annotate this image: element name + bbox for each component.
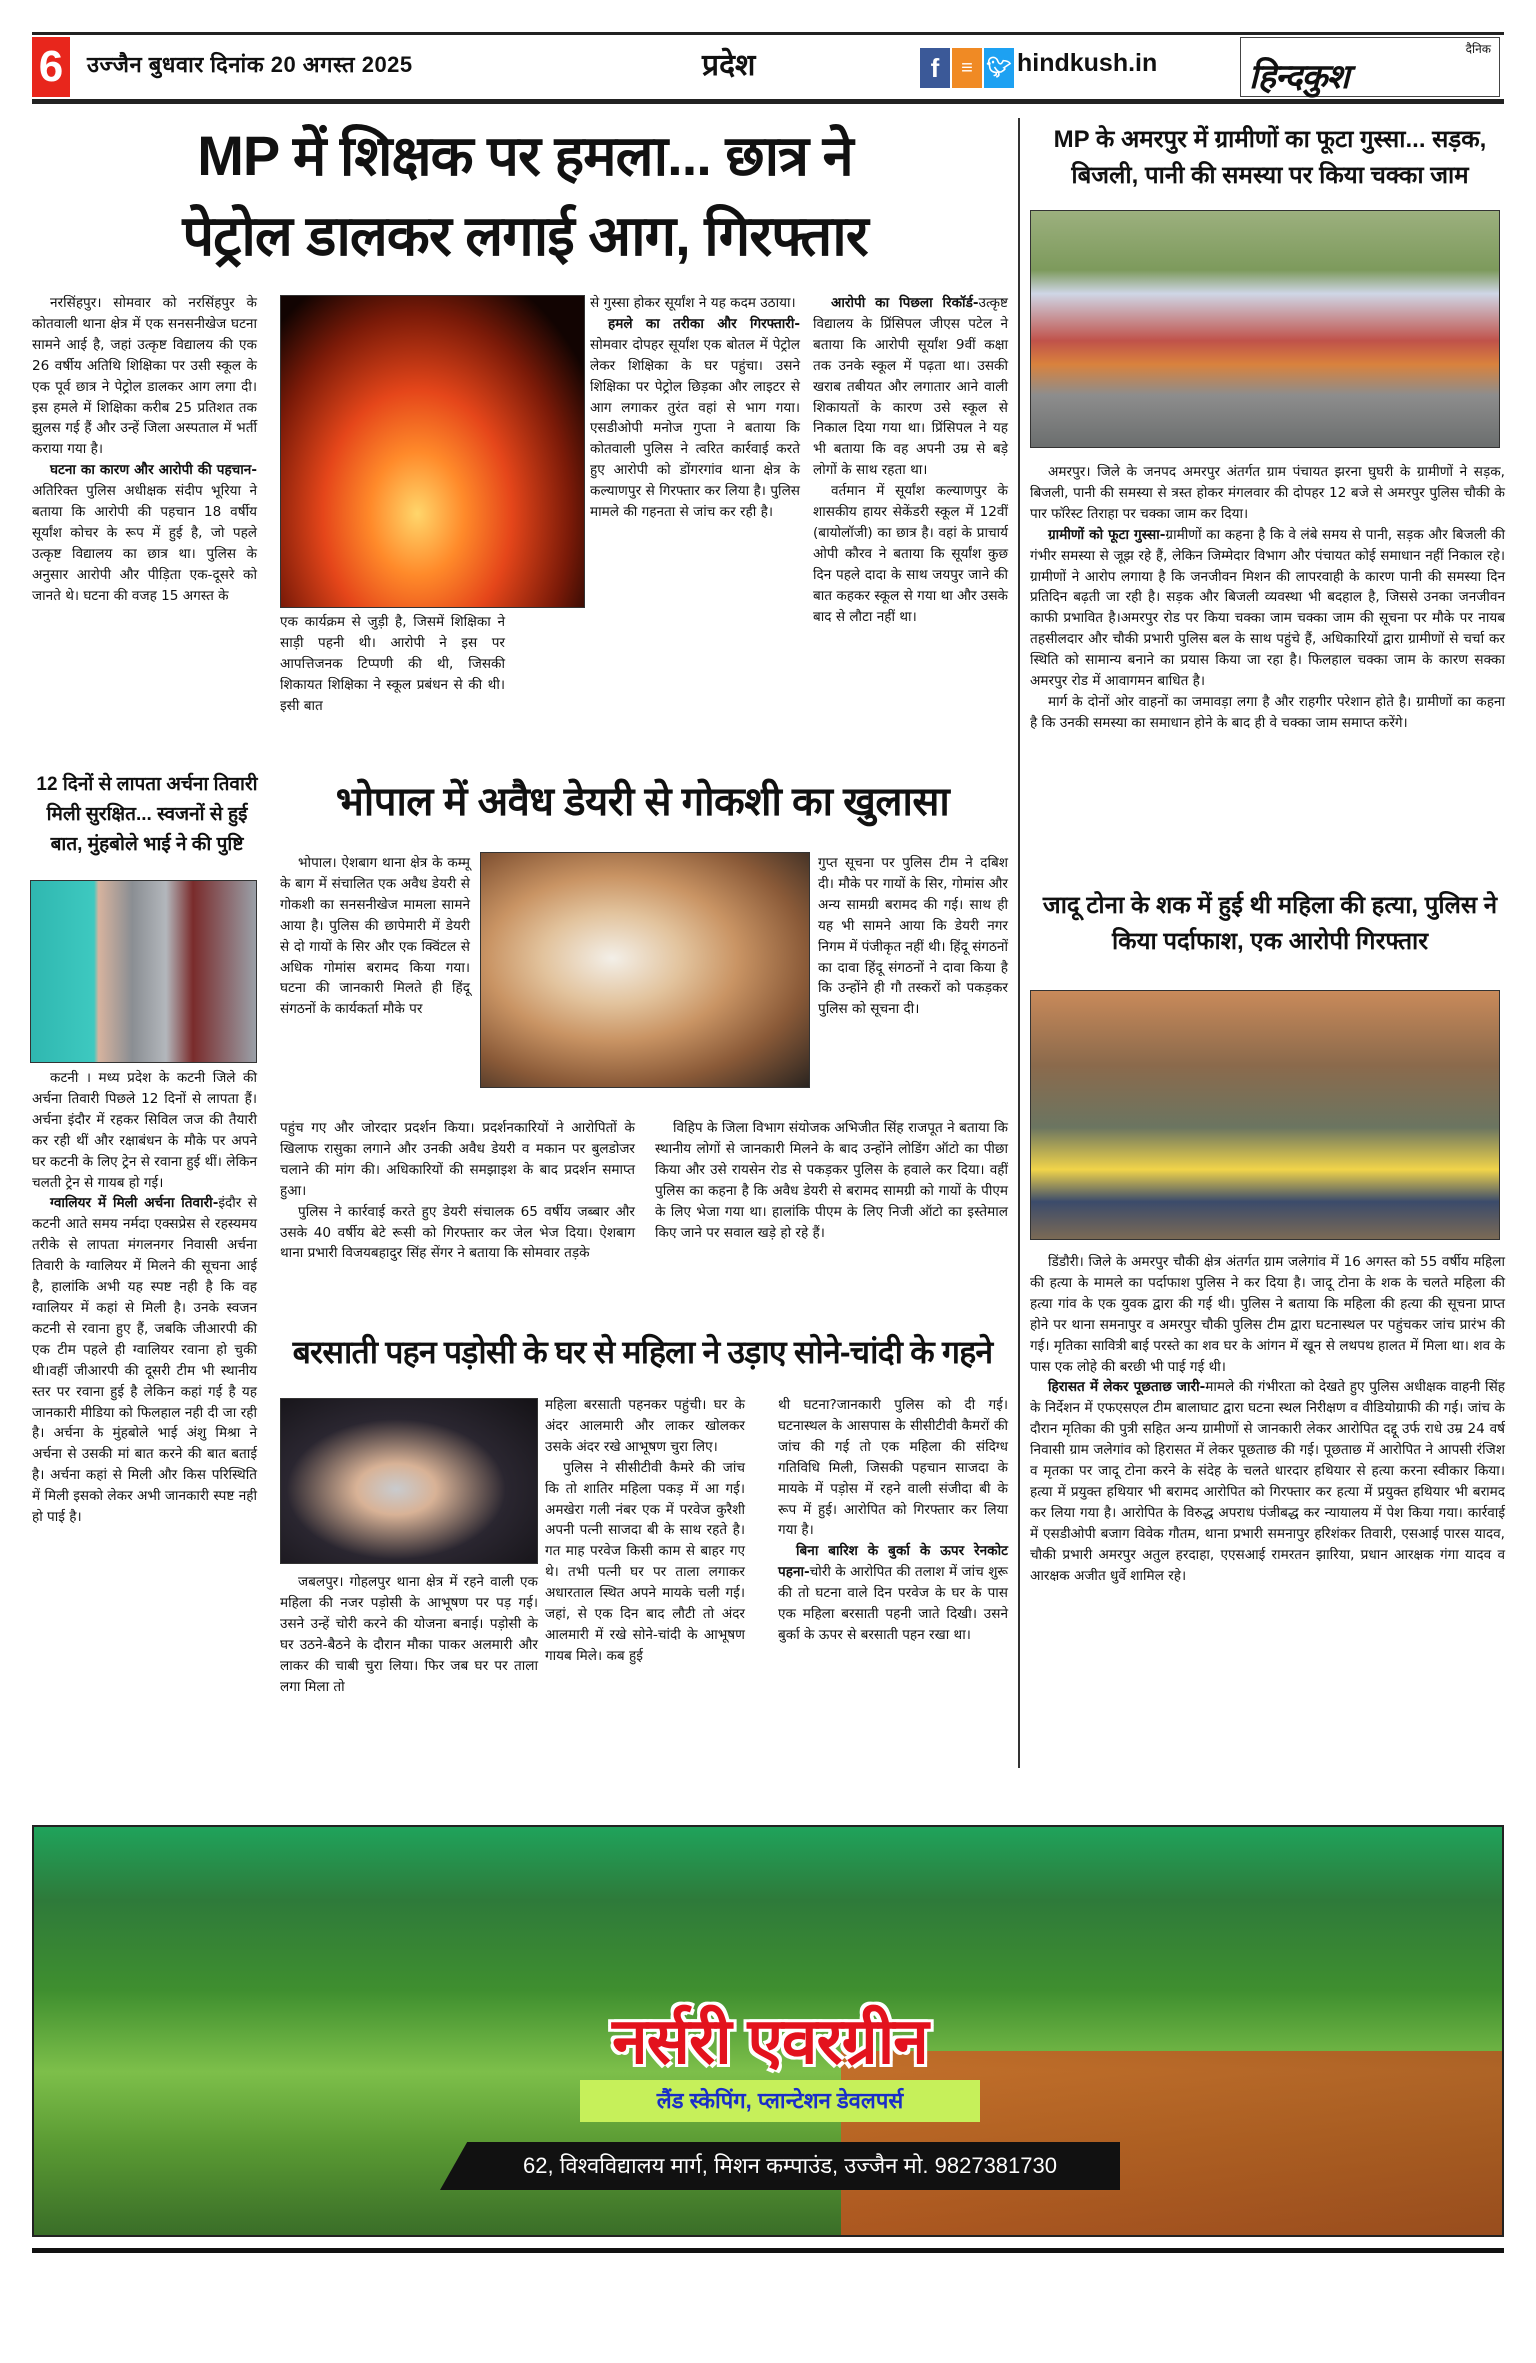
teacher-subhead-3: आरोपी का पिछला रिकॉर्ड- bbox=[831, 295, 979, 311]
archana-para-2: इंदौर से कटनी आते समय नर्मदा एक्सप्रेस से रहस्यमय तरीके से लापता मंगलनगर निवासी अर्चना तिवारी के ग्वालियर में मिलने की सूचना आई है, हालांकि अभी यह स्पष्ट नही है कि वह ग्वालियर में कहां से मिली है। उनके स्वजन कटनी से रवाना हुए हैं, जबकि जीआरपी की एक टीम पहले ही ग्वालियर रवाना हो चुकी थी।वहीं जीआरपी की दूसरी टीम भी स्थानीय स्तर पर रवाना हुई है लेकिन कहां गई है यह जानकारी मीडिया को फिलहाल नही दी जा रही है। अर्चना के मुंहबोले भाई अंशु मिश्रा ने अर्चना से उसकी मां बात करने की बात बताई है। अर्चना कहां से मिली और किस परिस्थिति में मिली इसको लेकर अभी जानकारी स्पष्ट नही हो पाई है। bbox=[32, 1195, 257, 1526]
headline-bhopal: भोपाल में अवैध डेयरी से गोकशी का खुलासा bbox=[335, 780, 950, 824]
cow-photo bbox=[480, 852, 810, 1088]
headline-amarpur: MP के अमरपुर में ग्रामीणों का फूटा गुस्सा... सड़क, बिजली, पानी की समस्या पर किया चक्का जाम bbox=[1053, 126, 1487, 189]
headline-dindori: जादू टोना के शक में हुई थी महिला की हत्या, पुलिस ने किया पर्दाफाश, एक आरोपी गिरफ्तार bbox=[1042, 892, 1498, 955]
teacher-column-1 bbox=[32, 293, 257, 607]
amarpur-para-1: अमरपुर। जिले के जनपद अमरपुर अंतर्गत ग्राम पंचायत झरना घुघरी के ग्रामीणों ने सड़क, बिजली, पानी की समस्या से त्रस्त होकर मंगलवार की दोपहर 12 बजे से अमरपुर पुलिस चौकी के पार फॉरेस्ट तिराहा पर चक्का जाम कर दिया। bbox=[1030, 464, 1505, 522]
dateline: उज्जैन बुधवार दिनांक 20 अगस्त 2025 bbox=[87, 52, 413, 77]
logo-name: हिन्दकुश bbox=[1249, 57, 1349, 97]
archana-para-1: कटनी । मध्य प्रदेश के कटनी जिले की अर्चना तिवारी पिछले 12 दिनों से लापता हैं। अर्चना इंदौर में रहकर सिविल जज की तैयारी कर रही थीं और रक्षाबंधन के मौके पर अपने घर कटनी के लिए ट्रेन से रवाना हुई थीं। लेकिन चलती ट्रेन से गायब हो गई। bbox=[32, 1070, 257, 1191]
amarpur-body bbox=[1030, 462, 1505, 734]
dindori-subhead: हिरासत में लेकर पूछताछ जारी- bbox=[1048, 1379, 1206, 1396]
archana-train-photo bbox=[30, 880, 257, 1063]
bhopal-para-1: भोपाल। ऐशबाग थाना क्षेत्र के कम्मू के बाग में संचालित एक अवैध डेयरी से गोकशी का सनसनीखेज मामला सामने आया है। पुलिस की छापेमारी में डेयरी से दो गायों के सिर और एक क्विंटल से अधिक गोमांस बरामद किया गया। घटना की जानकारी मिलते ही हिंदू संगठनों के कार्यकर्ता मौके पर bbox=[280, 855, 470, 1018]
rss-icon[interactable]: ≡ bbox=[952, 48, 982, 88]
teacher-subhead-1: घटना का कारण और आरोपी की पहचान- bbox=[50, 462, 257, 479]
jabalpur-subhead: बिना बारिश के बुर्का के ऊपर रेनकोट पहना- bbox=[778, 1543, 1008, 1581]
handcuffs-photo bbox=[280, 1398, 538, 1564]
teacher-under-photo bbox=[280, 612, 505, 717]
section-name: प्रदेश bbox=[702, 49, 756, 82]
teacher-para-1: नरसिंहपुर। सोमवार को नरसिंहपुर के कोतवाली थाना क्षेत्र में एक सनसनीखेज घटना सामने आई है, जहां उत्कृष्ट विद्यालय की एक 26 वर्षीय अतिथि शिक्षिका पर उसी स्कूल के एक पूर्व छात्र ने पेट्रोल डालकर आग लगा दी। इस हमले में शिक्षिका करीब 25 प्रतिशत तक झुलस गई हैं और उन्हें जिला अस्पताल में भर्ती कराया गया है। bbox=[32, 295, 257, 458]
teacher-subhead-2: हमले का तरीका और गिरफ्तारी- bbox=[608, 315, 800, 332]
website-link[interactable]: hindkush.in bbox=[1017, 49, 1158, 77]
teacher-para-7: वर्तमान में सूर्यांश कल्याणपुर के शासकीय हायर सेकेंडरी स्कूल में 12वीं (बायोलॉजी) का छात्र है। वहां के प्राचार्य ओपी कौरव ने बताया कि सूर्यांश कुछ दिन पहले दादा के साथ जयपुर जाने की बात कहकर स्कूल से गया था और उसके बाद से लौटा नहीं था। bbox=[813, 483, 1008, 625]
archana-subhead: ग्वालियर में मिली अर्चना तिवारी- bbox=[50, 1195, 219, 1212]
bhopal-para-5: विहिप के जिला विभाग संयोजक अभिजीत सिंह राजपूत ने बताया कि स्थानीय लोगों से जानकारी मिलने के बाद उन्होंने लोडिंग ऑटो का पीछा किया और उसे रायसेन रोड से पकड़कर पुलिस के हवाले कर दिया। वहीं पुलिस का कहना है कि अवैध डेयरी से बरामद सामग्री को गायों के पीएम के लिए भेजा गया था। हालांकि पीएम के लिए निजी ऑटो का इस्तेमाल किए जाने पर सवाल खड़े हो रहे हैं। bbox=[655, 1120, 1008, 1241]
headline-jabalpur: बरसाती पहन पड़ोसी के घर से महिला ने उड़ाए सोने-चांदी के गहने bbox=[292, 1334, 993, 1370]
amarpur-para-2: ग्रामीणों का कहना है कि वे लंबे समय से पानी, सड़क और बिजली की गंभीर समस्या से जूझ रहे हैं, लेकिन जिम्मेदार विभाग और पंचायत कोई समाधान नहीं निकाल रहे। ग्रामीणों ने आरोप लगाया है कि जनजीवन मिशन की लापरवाही के कारण पानी की समस्या दिन प्रतिदिन बढ़ती जा रही है। सड़क और बिजली व्यवस्था भी बदहाल है, जिससे उनका जनजीवन काफी प्रभावित है।अमरपुर रोड पर किया चक्का जाम चक्का जाम की सूचना पर मौके पर नायब तहसीलदार और चौकी प्रभारी पुलिस बल के साथ पहुंचे हैं, अधिकारियों द्वारा ग्रामीणों से चर्चा कर स्थिति को सामान्य बनाने का प्रयास किया जा रहा है। फिलहाल चक्का जाम के कारण सक्का अमरपुर रोड में आवागमन बाधित है। bbox=[1030, 526, 1505, 690]
dindori-body bbox=[1030, 1252, 1505, 1587]
facebook-icon[interactable]: f bbox=[920, 48, 950, 88]
dindori-para-2: मामले की गंभीरता को देखते हुए पुलिस अधीक्षक वाहनी सिंह के निर्देशन में एफएसएल टीम बालाघाट द्वारा घटना स्थल निरीक्षण व वीडियोग्राफी की गई। जांच के दौरान मृतिका की पुत्री सहित अन्य ग्रामीणों से जानकारी लेकर आरोपित दद्दू उर्फ राधे उम्र 24 वर्ष निवासी ग्राम जलेगांव को हिरासत में लेकर पूछताछ की गई। पूछताछ में आरोपित ने आपसी रंजिश व मृतका पर जादू टोना करने के संदेह के चलते धारदार हथियार से हत्या करना स्वीकार किया। हत्या में प्रयुक्त हथियार भी बरामद आरोपित को गिरफ्तार कर हत्या में प्रयुक्त हथियार भी बरामद कर लिया गया है। आरोपित के विरुद्ध अपराध पंजीबद्ध कर न्यायालय में पेश किया गया। कार्रवाई में एसडीओपी बजाग विवेक गौतम, थाना प्रभारी समनापुर हरिशंकर तिवारी, एसआई पारस यादव, चौकी प्रभारी अमरपुर अतुल हरदाहा, एएसआई रामरतन झारिया, प्रधान आरक्षक गंगा यादव व आरक्षक अजीत धुर्वे शामिल रहे। bbox=[1030, 1379, 1505, 1584]
ad-title: नर्सरी एवरग्रीन bbox=[612, 2005, 928, 2077]
teacher-para-6: उत्कृष्ट विद्यालय के प्रिंसिपल जीएस पटेल ने बताया कि आरोपी सूर्यांश 9वीं कक्षा तक उनके स्कूल में पढ़ता था। उसकी खराब तबीयत और लगातार आने वाली शिकायतों के कारण उसे स्कूल से निकाल दिया गया था। प्रिंसिपल ने यह भी बताया कि वह अपनी उम्र से बड़े लोगों के साथ रहता था। bbox=[813, 295, 1008, 479]
bhopal-para-3: पहुंच गए और जोरदार प्रदर्शन किया। प्रदर्शनकारियों ने आरोपितों के खिलाफ रासुका लगाने और उनकी अवैध डेयरी व मकान पर बुलडोजर चलाने की मांग की। अधिकारियों की समझाइश के बाद प्रदर्शन समाप्त हुआ। bbox=[280, 1120, 635, 1199]
ad-subtitle: लैंड स्केपिंग, प्लान्टेशन डेवलपर्स bbox=[580, 2080, 980, 2122]
headline-archana: 12 दिनों से लापता अर्चना तिवारी मिली सुरक्षित... स्वजनों से हुई बात, मुंहबोले भाई ने की पुष्टि bbox=[36, 774, 258, 855]
page-number: 6 bbox=[32, 37, 70, 97]
teacher-column-3 bbox=[590, 293, 800, 523]
bhopal-para-2: गुप्त सूचना पर पुलिस टीम ने दबिश दी। मौके पर गायों के सिर, गोमांस और अन्य सामग्री बरामद की गई। साथ ही यह भी सामने आया कि डेयरी नगर निगम में पंजीकृत नहीं थी। हिंदू संगठनों का दावा हिंदू संगठनों ने दावा किया है कि उन्होंने ही गौ तस्करों को पकड़कर पुलिस को सूचना दी। bbox=[818, 855, 1008, 1018]
jabalpur-para-5: चोरी के आरोपित की तलाश में जांच शुरू की तो घटना वाले दिन परवेज के घर के पास एक महिला बरसाती पहनी जाते दिखी। उसने बुर्का के ऊपर से बरसाती पहन रखा था। bbox=[778, 1564, 1008, 1643]
social-icons bbox=[920, 48, 1014, 88]
dindori-para-1: डिंडौरी। जिले के अमरपुर चौकी क्षेत्र अंतर्गत ग्राम जलेगांव में 16 अगस्त को 55 वर्षीय महिला की हत्या के मामले का पर्दाफाश पुलिस ने कर दिया है। जादू टोना के शक के चलते महिला की हत्या गांव के एक युवक द्वारा की गई थी। पुलिस ने बताया कि महिला की हत्या की सूचना प्राप्त होने पर थाना समनापुर व अमरपुर चौकी पुलिस टीम द्वारा घटनास्थल पर पहुंचकर जांच प्रारंभ की गई। मृतिका सावित्री बाई परस्ते का शव घर के आंगन में खून से लथपथ हालत में मिला था। शव के पास एक लोहे की बरछी भी पाई गई थी। bbox=[1030, 1254, 1505, 1375]
newspaper-logo bbox=[1240, 37, 1500, 97]
teacher-para-2: अतिरिक्त पुलिस अधीक्षक संदीप भूरिया ने बताया कि आरोपी की पहचान 18 वर्षीय सूर्यांश कोचर के रूप में हुई है, जो पहले उत्कृष्ट विद्यालय का छात्र था। पुलिस के अनुसार आरोपी और पीड़िता एक-दूसरे को जानते थे। घटना की वजह 15 अगस्त के bbox=[32, 483, 257, 604]
jabalpur-column-3 bbox=[778, 1395, 1008, 1646]
ad-address: 62, विश्वविद्यालय मार्ग, मिशन कम्पाउंड, उज्जैन मो. 9827381730 bbox=[523, 2153, 1057, 2178]
jabalpur-column-1 bbox=[280, 1572, 538, 1697]
protest-photo bbox=[1030, 210, 1500, 448]
bhopal-column-right bbox=[818, 853, 1008, 1020]
logo-daily-label: दैनिक bbox=[1465, 42, 1491, 56]
amarpur-para-3: मार्ग के दोनों ओर वाहनों का जमावड़ा लगा है और राहगीर परेशान होते है। ग्रामीणों का कहना है कि उनकी समस्या का समाधान होने के बाद ही वे चक्का जाम समाप्त करेंगे। bbox=[1030, 693, 1505, 731]
jabalpur-para-2: महिला बरसाती पहनकर पहुंची। घर के अंदर आलमारी और लाकर खोलकर उसके अंदर रखे आभूषण चुरा लिए। bbox=[545, 1397, 745, 1455]
bhopal-column-1 bbox=[280, 853, 470, 1020]
jabalpur-para-3: पुलिस ने सीसीटीवी कैमरे की जांच कि तो शातिर महिला पकड़ में आ गई। अमखेरा गली नंबर एक में परवेज कुरैशी अपनी पत्नी साजदा बी के साथ रहते है। गत माह परवेज किसी काम से बाहर गए थे। तभी पत्नी घर पर ताला लगाकर अधारताल स्थित अपने मायके चली गई। जहां, से एक दिन बाद लौटी तो अंदर आलमारी में रखे सोने-चांदी के आभूषण गायब मिले। कब हुई bbox=[545, 1459, 745, 1664]
bhopal-bottom-left bbox=[280, 1118, 635, 1264]
masthead bbox=[32, 32, 1504, 104]
teacher-column-4 bbox=[813, 293, 1008, 628]
jabalpur-column-2 bbox=[545, 1395, 745, 1667]
teacher-para-4: से गुस्सा होकर सूर्यांश ने यह कदम उठाया। bbox=[590, 295, 796, 311]
bhopal-bottom-right bbox=[655, 1118, 1008, 1243]
jabalpur-para-1: जबलपुर। गोहलपुर थाना क्षेत्र में रहने वाली एक महिला की नजर पड़ोसी के आभूषण पर पड़ गई। उसने उन्हें चोरी करने की योजना बनाई। पड़ोसी के घर उठने-बैठने के दौरान मौका पाकर अलमारी और लाकर की चाबी चुरा लिया। फिर जब घर पर ताला लगा मिला तो bbox=[280, 1574, 538, 1695]
archana-body bbox=[32, 1068, 257, 1528]
amarpur-subhead: ग्रामीणों को फूटा गुस्सा- bbox=[1048, 526, 1166, 543]
police-arrest-photo bbox=[1030, 990, 1500, 1240]
jabalpur-para-4: थी घटना?जानकारी पुलिस को दी गई। घटनास्थल के आसपास के सीसीटीवी कैमरों की जांच की गई तो एक महिला की संदिग्ध गतिविधि मिली, जिसकी पहचान साजदा के मायके में पड़ोस में रहने वाली संजीदा बी के रूप में हुई। आरोपित को गिरफ्तार कर लिया गया है। bbox=[778, 1397, 1008, 1539]
teacher-para-3: एक कार्यक्रम से जुड़ी है, जिसमें शिक्षिका ने साड़ी पहनी थी। आरोपी ने इस पर आपत्तिजनक टिप्पणी की थी, जिसकी शिकायत शिक्षिका ने स्कूल प्रबंधन से की थी। इसी बात bbox=[280, 614, 505, 714]
fire-photo bbox=[280, 295, 585, 608]
headline-teacher-line2: पेट्रोल डालकर लगाई आग, गिरफ्तार bbox=[182, 204, 868, 267]
bottom-rule bbox=[32, 2248, 1504, 2253]
headline-teacher-line1: MP में शिक्षक पर हमला... छात्र ने bbox=[197, 124, 853, 187]
teacher-para-5: सोमवार दोपहर सूर्यांश एक बोतल में पेट्रोल लेकर शिक्षिका के घर पहुंचा। उसने शिक्षिका पर पेट्रोल छिड़का और लाइटर से आग लगाकर तुरंत वहां से भाग गया। एसडीओपी मनोज गुप्ता ने बताया कि कोतवाली पुलिस ने त्वरित कार्रवाई करते हुए आरोपी को डोंगरगांव थाना क्षेत्र के कल्याणपुर से गिरफ्तार कर लिया है। पुलिस मामले की गहनता से जांच कर रही है। bbox=[590, 336, 800, 521]
column-divider bbox=[1018, 118, 1020, 1768]
twitter-icon[interactable]: 🐦︎ bbox=[984, 48, 1014, 88]
bhopal-para-4: पुलिस ने कार्रवाई करते हुए डेयरी संचालक 65 वर्षीय जब्बार और उसके 40 वर्षीय बेटे रूसी को गिरफ्तार कर जेल भेज दिया। ऐशबाग थाना प्रभारी विजयबहादुर सिंह सेंगर ने बताया कि सोमवार तड़के bbox=[280, 1203, 635, 1262]
